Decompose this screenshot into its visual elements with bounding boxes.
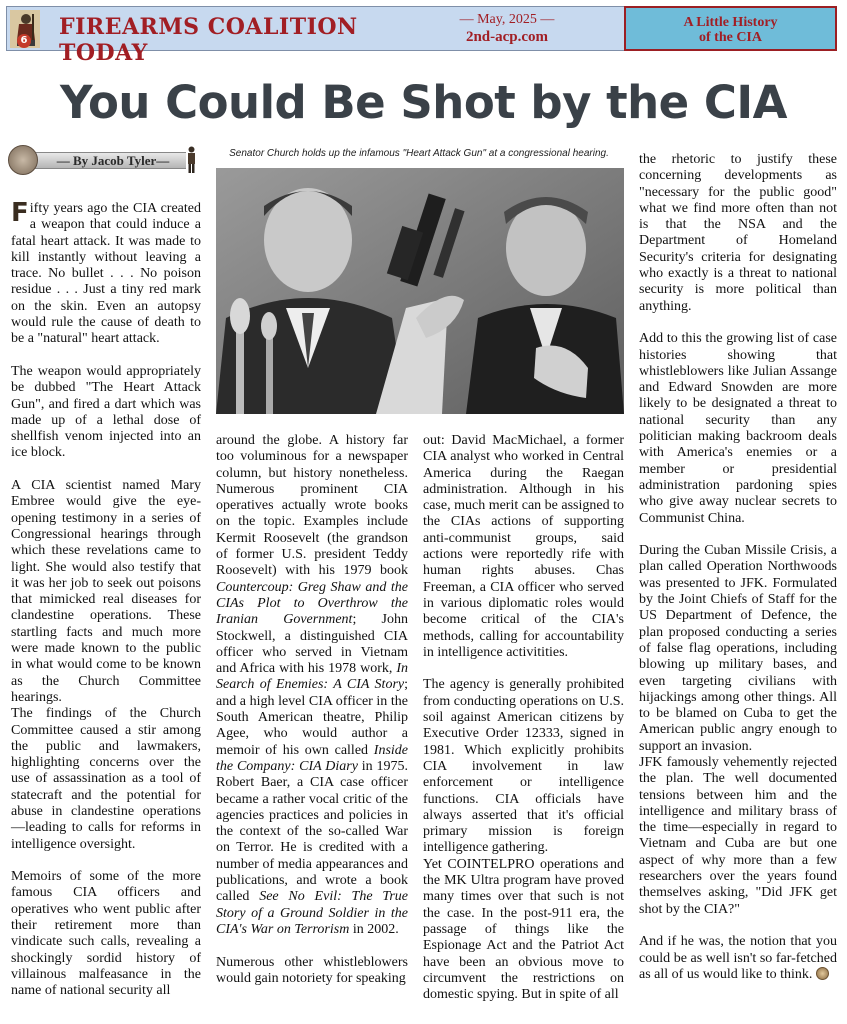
series-box — [624, 6, 837, 51]
paragraph: out: David MacMichael, a former CIA analyst who worked in Central America during the Raegan administration. Although in his case, much merit can be assigned to the CIAs actions of supporting anti-communist groups, said actions were reportedly rife with human rights abuses. Chas Freeman, a CIA officer who served in various diplomatic roles would become critical of the CIA's methods, calling for accountability in intelligence activitities. — [423, 433, 624, 660]
article-headline: You Could Be Shot by the CIA — [60, 76, 787, 129]
article-column-2 — [216, 433, 408, 987]
book-title: See No Evil: The True Story of a Ground Soldier in the CIA's War on Terrorism — [216, 889, 409, 937]
paragraph-text: in 1975. Robert Baer, a CIA case officer became a rather vocal critic of the agencies practices and policies in the context of the so-called War on Terror. He is credited with a number of media appearances and publications, and wrote a book called — [216, 758, 408, 905]
end-mark-icon — [816, 967, 829, 980]
paragraph: The weapon would appropriately be dubbed "The Heart Attack Gun", and fired a dart which was made up of a lethal dose of shellfish venom injected into an ice block. — [11, 363, 201, 461]
byline-author: — By Jacob Tyler— — [56, 153, 170, 168]
paragraph — [216, 433, 408, 938]
drop-cap: F — [11, 198, 29, 228]
paragraph: Memoirs of some of the more famous CIA officers and operatives who went public after their retirement more than vindicate such calls, revealing a shockingly sordid history of villainous malfeasance in the name of national security all — [11, 869, 201, 999]
paragraph: the rhetoric to justify these concerning developments as "necessary for the public good" what we find more often than not is that the NSA and the Department of Homeland Security's criteria for designating who exactly is a threat to national security is more political than anything. — [639, 152, 837, 314]
site-link[interactable]: 2nd-acp.com — [465, 29, 549, 45]
paragraph: The agency is generally prohibited from conducting operations on U.S. soil against American citizens by Executive Order 12333, signed in 1981. Which explicitly prohibits CIA involvement in law enforcement or intelligence functions. CIA officials have always asserted that it's official primary mission is foreign intelligence gathering. — [423, 677, 624, 856]
hearing-photo-image — [216, 168, 624, 414]
photo-caption: Senator Church holds up the infamous "Heart Attack Gun" at a congressional hearing. — [229, 148, 609, 159]
page-number-badge: 6 — [17, 34, 31, 48]
masthead — [6, 6, 837, 66]
masthead-title-block — [6, 6, 390, 66]
book-title: In Search of Enemies: A CIA Story — [216, 661, 408, 693]
book-title: Inside the Company: CIA Diary — [216, 742, 408, 774]
paragraph-text: ; John Stockwell, a distinguished CIA officer who served in Vietnam and Africa with his 1978 work, — [216, 612, 409, 677]
series-title-line2: of the CIA — [699, 30, 762, 45]
book-title: Countercoup: Greg Shaw and the CIAs Plot to Overthrow the Iranian Government — [216, 579, 408, 628]
paragraph: A CIA scientist named Mary Embree would give the eye-opening testimony in a series of Congressional hearings through which these revelations came to light. She would also testify that it was her job to seek out poisons that mimicked real diseases for clandestine operations. These startling facts and much more were made known to the public in what would come to be known as the Church Committee hearings. — [11, 478, 201, 705]
paragraph — [639, 934, 837, 983]
paragraph: Yet COINTELPRO operations and the MK Ultra program have proved many times over that such is not the case. In the post-911 era, the passage of things like the Espionage Act and the Patriot Act have been an obvious move to circumvent the restrictions on domestic spying. But in spite of all — [423, 856, 624, 1003]
paragraph: Add to this the growing list of case histories showing that whistleblowers like Julian Assange and Edward Snowden are more likely to be designated a threat to national security than any politician making backroom deals with America's enemies or a member or presidential administration pardoning spies who give away nuclear secrets to Communist China. — [639, 331, 837, 526]
paragraph — [11, 198, 201, 348]
paragraph: JFK famously vehemently rejected the plan. The well documented tensions between him and the intelligence and military brass of the time—especially in regard to Vietnam and Cuba are but one aspect of why more than a few researchers over the years found themselves asking, "Did JFK get shot by the CIA?" — [639, 754, 837, 917]
seal-icon — [8, 145, 38, 175]
paragraph-text: in 2002. — [349, 921, 399, 937]
issue-date: — May, 2025 — — [459, 12, 555, 27]
paragraph: During the Cuban Missile Crisis, a plan called Operation Northwoods was presented to JFK. Formulated by the Joint Chiefs of Staff for the US Department of Defence, the plan proposed conducting a series of false flag operations, including blowing up military bases, and even targeting civilians with hijackings among other things. All to be blamed on Cuba to get the American public angry enough to support an invasion. — [639, 543, 837, 754]
hearing-photo — [216, 168, 624, 414]
paragraph-text: around the globe. A history far too voluminous for a newspaper column, but history nonetheless. Numerous prominent CIA operatives actually wrote books on the topic. Examples include Kermit Roosevelt (the grandson of former U.S. president Teddy Roosevelt) with his 1979 book — [216, 433, 408, 579]
issue-info — [390, 6, 624, 51]
series-title-line1: A Little History — [683, 15, 778, 30]
paragraph-text: And if he was, the notion that you could be as well isn't so far-fetched as all of us would like to think. — [639, 934, 837, 982]
byline — [8, 145, 198, 175]
publication-name: FIREARMS COALITION TODAY — [59, 14, 358, 66]
paragraph: The findings of the Church Committee caused a stir among the public and lawmakers, highlighting concerns over the use of assassination as a tool of statecraft and the potential for abuse in clandestine operations —leading to calls for reforms in intelligence oversight. — [11, 706, 201, 852]
article-column-1 — [11, 198, 201, 1000]
paragraph-text: ; and a high level CIA officer in the South American theatre, Philip Agee, who would author a memoir of his own called — [216, 677, 408, 758]
article-column-4 — [639, 152, 837, 983]
article-column-3 — [423, 433, 624, 1003]
paragraph-text: ifty years ago the CIA created a weapon that could induce a fatal heart attack. It was made to kill instantly without leaving a trace. No bullet . . . No poison residue . . . Just a tiny red mark on the skin. Even an autopsy would rule the cause of death to be a "natural" heart attack. — [11, 201, 201, 347]
paragraph: Numerous other whistleblowers would gain notoriety for speaking — [216, 954, 408, 986]
